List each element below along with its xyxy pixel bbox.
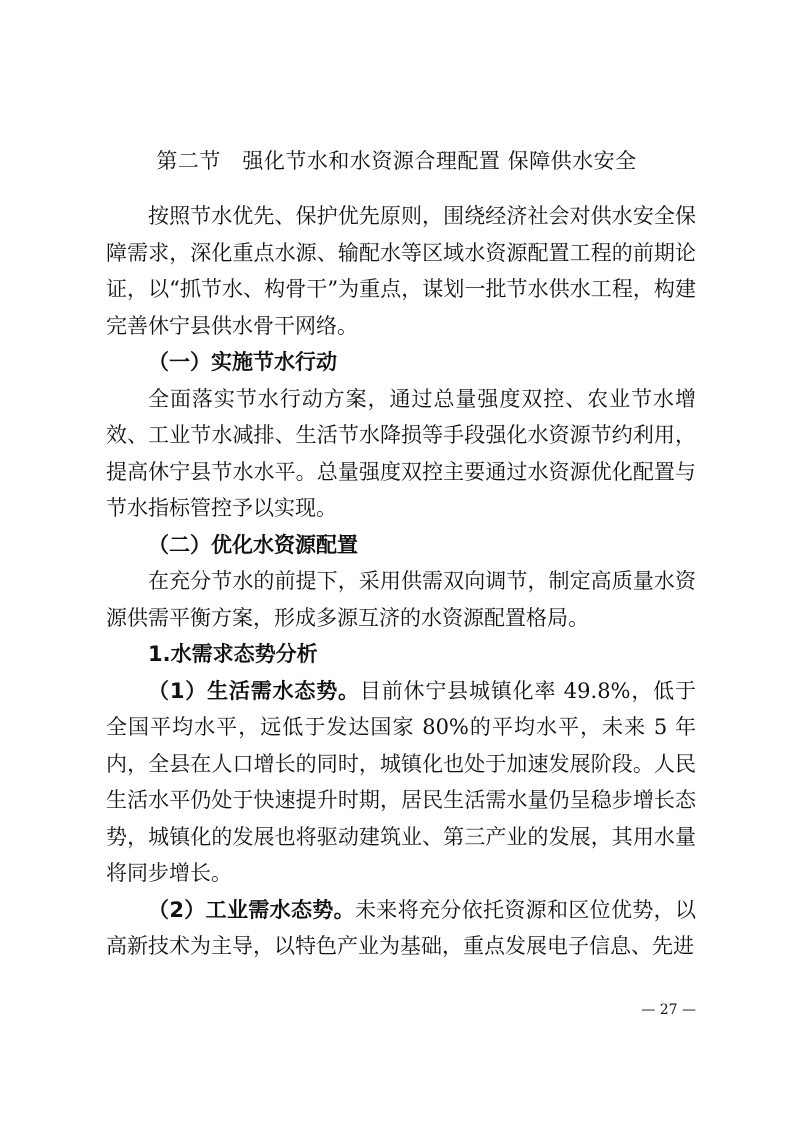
water-saving-action-paragraph: 全面落实节水行动方案，通过总量强度双控、农业节水增效、工业节水减排、生活节水降损等手段强化水资源节约利用，提高休宁县节水水平。总量强度双控主要通过水资源优化配置与节水指标管控予以实现。 <box>106 386 696 520</box>
domestic-demand-text: 目前休宁县城镇化率 49.8%，低于全国平均水平，远低于发达国家 80%的平均水平，未来 5 年内，全县在人口增长的同时，城镇化也处于加速发展阶段。人民生活水平仍处于快速提升时期，居民生活需水量仍呈稳步增长态势，城镇化的发展也将驱动建筑业、第三产业的发展，其用水量将同步增长。 <box>106 678 696 885</box>
section-title: 第二节 强化节水和水资源合理配置 保障供水安全 <box>156 149 637 173</box>
domestic-demand-lead: （1）生活需水态势。 <box>148 678 360 703</box>
industrial-demand-paragraph <box>106 892 696 965</box>
subsection-heading-resource-allocation: （二）优化水资源配置 <box>148 532 358 557</box>
industrial-demand-text: 未来将充分依托资源和区位优势，以高新技术为主导，以特色产业为基础，重点发展电子信息、先进 <box>106 897 696 958</box>
page-number: — 27 — <box>641 1002 696 1018</box>
resource-allocation-paragraph: 在充分节水的前提下，采用供需双向调节，制定高质量水资源供需平衡方案，形成多源互济的水资源配置格局。 <box>106 569 696 630</box>
body-text <box>106 198 696 965</box>
intro-paragraph: 按照节水优先、保护优先原则，围绕经济社会对供水安全保障需求，深化重点水源、输配水等区域水资源配置工程的前期论证，以“抓节水、构骨干”为重点，谋划一批节水供水工程，构建完善休宁县供水骨干网络。 <box>106 204 696 338</box>
industrial-demand-lead: （2）工业需水态势。 <box>148 897 355 922</box>
domestic-demand-paragraph <box>106 673 696 892</box>
subsection-heading-water-saving-action: （一）实施节水行动 <box>148 350 337 374</box>
item-heading-demand-analysis: 1.水需求态势分析 <box>148 642 318 666</box>
